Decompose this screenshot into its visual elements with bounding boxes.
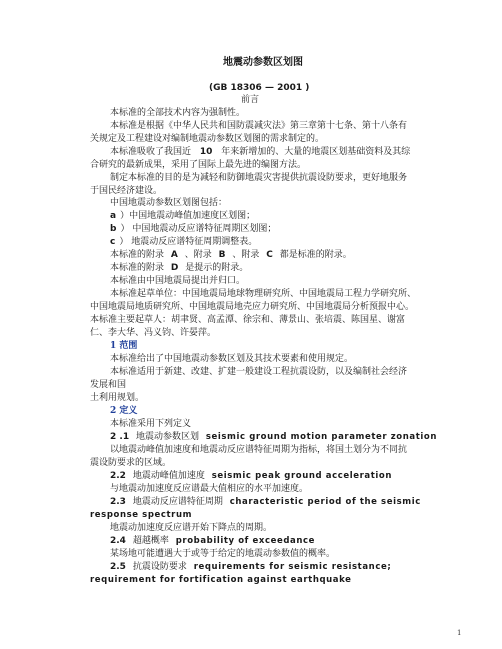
- paragraph-line: 关规定及工程建设对编制地震动参数区划图的需求制定的。: [90, 134, 325, 144]
- text-run: 都是标准的附录。: [279, 250, 352, 260]
- paragraph-line: 震设防要求的区域。: [90, 458, 172, 468]
- document-title: 地震动参数区划图: [223, 57, 303, 68]
- text-run: 、附录: [232, 250, 260, 260]
- paragraph-line: 本标准的全部技术内容为强制性。: [110, 108, 246, 118]
- foreword-heading: 前言: [241, 95, 260, 105]
- paragraph-line: 中国地震动参数区划图包括：: [110, 198, 228, 208]
- appendix-letter: A: [170, 250, 178, 260]
- term-cn: 地震动峰值加速度: [132, 471, 205, 481]
- term-cn: 超越概率: [132, 536, 169, 546]
- clause-number: 2.2: [110, 471, 126, 481]
- paragraph-line: 中国地震局地质研究所、中国地震局地壳应力研究所、中国地震局分析预报中心。: [90, 302, 415, 312]
- paragraph-line: 某场地可能遭遇大于或等于给定的地震动参数值的概率。: [110, 549, 336, 559]
- text-run: 本标准的附录: [110, 250, 165, 260]
- paragraph-line: [110, 263, 248, 274]
- paragraph-line: 本标准由中国地震局提出并归口。: [110, 276, 246, 286]
- list-text: ） 中国地震动反应谱特征周期区划图；: [120, 224, 277, 234]
- term-en: probability of exceedance: [175, 536, 316, 546]
- paragraph-line: 本标准给出了中国地震动参数区划及其技术要素和使用规定。: [110, 354, 354, 364]
- paragraph-line: 发展和国: [90, 380, 127, 390]
- paragraph-line: 与地震动加速度反应谱最大值相应的水平加速度。: [110, 484, 309, 494]
- paragraph-line: [110, 250, 352, 261]
- paragraph-line: 本标准适用于新建、改建、扩建一般建设工程抗震设防，以及编制社会经济: [110, 367, 408, 377]
- paragraph-line: 以地震动峰值加速度和地震动反应谱特征周期为指标，将国土划分为不同抗: [110, 445, 408, 455]
- paragraph-line: 本标准主要起草人：胡聿贤、高孟潭、徐宗和、薄景山、张培震、陈国星、谢富: [90, 315, 406, 325]
- text-run: 本标准的附录: [110, 263, 165, 273]
- list-item: [110, 211, 255, 222]
- list-item: [110, 224, 276, 235]
- appendix-letter: D: [170, 263, 179, 273]
- paragraph-line: 合研究的最新成果，采用了国际上最先进的编图方法。: [90, 160, 307, 170]
- term-en: characteristic period of the seismic: [229, 497, 421, 507]
- list-item: [110, 237, 257, 248]
- page-number: 1: [457, 629, 462, 637]
- list-marker: a: [110, 211, 117, 221]
- paragraph-line: [110, 147, 410, 158]
- term-en: requirements for seismic resistance;: [193, 562, 392, 572]
- standard-code: (GB 18306 — 2001 ): [209, 83, 310, 93]
- paragraph-line: 地震动加速度反应谱开始下降点的周期。: [110, 523, 273, 533]
- paragraph-line: 于国民经济建设。: [90, 186, 163, 196]
- term-en: seismic ground motion parameter zonation: [205, 432, 437, 442]
- term-cn: 地震动反应谱特征周期: [132, 497, 223, 507]
- definition-term: [110, 471, 392, 482]
- list-marker: c: [110, 237, 116, 247]
- text-run: 、附录: [184, 250, 212, 260]
- list-marker: b: [110, 224, 117, 234]
- section-heading-definitions: 2 定义: [110, 406, 138, 416]
- term-cn: 地震动参数区划: [135, 432, 199, 442]
- paragraph-line: 本标准是根据《中华人民共和国防震减灾法》第三章第十七条、第十八条有: [110, 121, 408, 131]
- clause-number: 2 .1: [110, 432, 130, 442]
- paragraph-line: 仁、李大华、冯义钧、许晏萍。: [90, 328, 217, 338]
- definition-term: [110, 497, 421, 508]
- definition-term: [110, 562, 391, 573]
- definition-term: [110, 432, 437, 443]
- clause-number: 2.4: [110, 536, 126, 546]
- list-text: ） 地震动反应谱特征周期调整表。: [119, 237, 258, 247]
- emphasis-number: 10: [199, 147, 213, 157]
- paragraph-line: 土利用规划。: [90, 393, 145, 403]
- clause-number: 2.5: [110, 562, 126, 572]
- text-run: 本标准吸收了我国近: [110, 147, 192, 157]
- paragraph-line: 制定本标准的目的是为减轻和防御地震灾害提供抗震设防要求，更好地服务: [110, 173, 408, 183]
- term-en: seismic peak ground acceleration: [211, 471, 392, 481]
- definition-term: [110, 536, 315, 547]
- appendix-letter: B: [218, 250, 226, 260]
- clause-number: 2.3: [110, 497, 126, 507]
- term-en-continued: response spectrum: [90, 510, 193, 520]
- term-en-continued: requirement for fortification against earthquake: [90, 575, 352, 585]
- section-heading-scope: 1 范围: [110, 341, 138, 351]
- text-run: 年来新增加的、大量的地震区划基础资料及其综: [221, 147, 411, 157]
- list-text: ）中国地震动峰值加速度区划图；: [120, 211, 256, 221]
- text-run: 是提示的附录。: [185, 263, 249, 273]
- appendix-letter: C: [266, 250, 273, 260]
- paragraph-line: 本标准采用下列定义: [110, 419, 192, 429]
- term-cn: 抗震设防要求: [132, 562, 187, 572]
- paragraph-line: 本标准起草单位：中国地震局地球物理研究所、中国地震局工程力学研究所、: [110, 289, 417, 299]
